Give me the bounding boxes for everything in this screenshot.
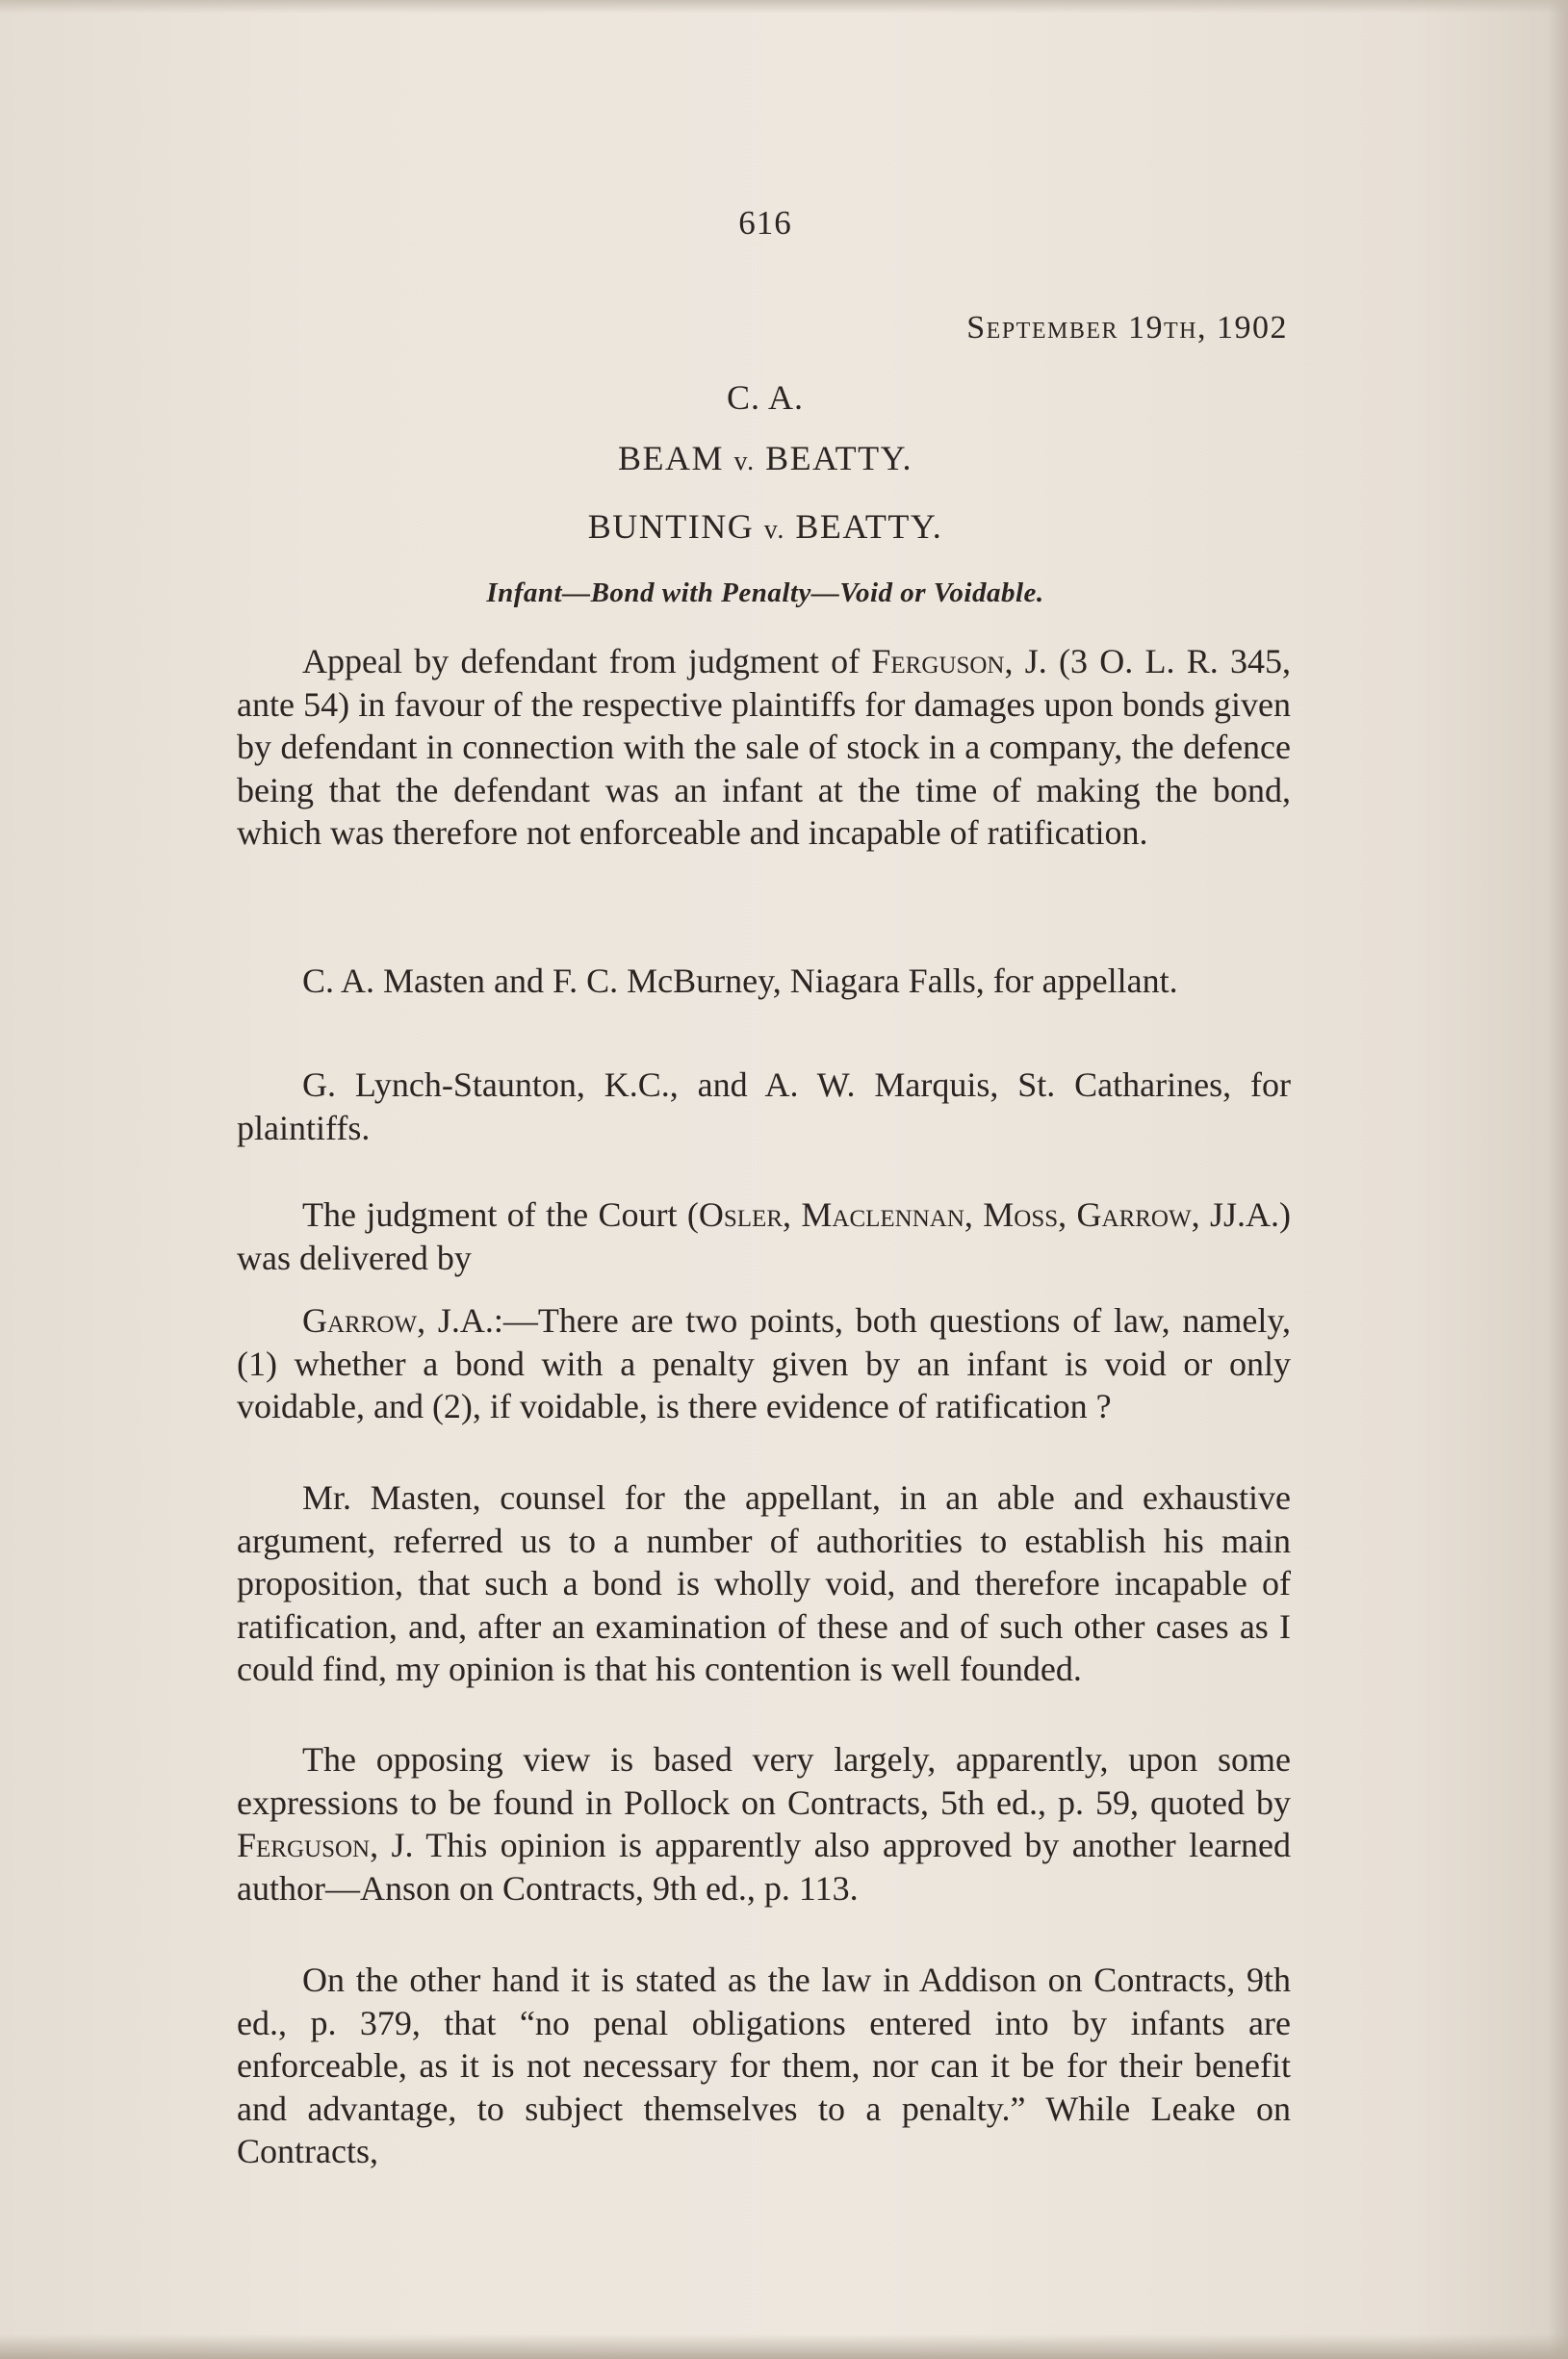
paragraph-plaintiff-counsel [237,1064,1291,1149]
paragraph-judgment-of-court [237,1193,1291,1279]
p6-text: Mr. Masten, counsel for the appellant, in an able and exhaustive argument, referred us to a number of authorities to establish his main proposition, that such a bond is wholly void, and therefore incapable of ratification, and, after an examination of these and of such other cases as I could find, my opinion is that his contention is well founded. [237,1478,1291,1688]
p7-judge: Ferguson [237,1826,371,1864]
case-title-1 [0,438,1530,478]
page-number: 616 [738,204,792,242]
p1-before: Appeal by defendant from judgment of [302,642,872,680]
p3-text: G. Lynch-Staunton, K.C., and A. W. Marquis, St. Catharines, for plaintiffs. [237,1065,1291,1147]
p4-before: The judgment of the Court ( [302,1195,699,1234]
court-designation: C. A. [726,378,805,417]
case-2-defendant: BEATTY. [795,507,943,546]
p7-after: , J. This opinion is apparently also approved by another learned author—Anson on Contracts, 9th ed., p. 113. [237,1826,1291,1908]
p7-before: The opposing view is based very largely, apparently, upon some expressions to be found in Pollock on Contracts, 5th ed., p. 59, quoted by [237,1740,1291,1822]
case-1-plaintiff: BEAM [617,439,724,477]
paragraph-addison [237,1959,1291,2173]
paragraph-opposing-view [237,1738,1291,1910]
paragraph-garrow-opening [237,1299,1291,1428]
p8-text: On the other hand it is stated as the law in Addison on Contracts, 9th ed., p. 379, that “no penal obligations entered into by infants are enforceable, as it is not necessary for them, nor can it be for their benefit and advantage, to subject themselves to a penalty.” While Leake on Contracts, [237,1961,1291,2170]
page-bottom-shadow [0,2334,1568,2359]
page-top-shadow [0,0,1568,13]
p4-judges: Osler, Maclennan, Moss, Garrow [698,1195,1192,1234]
p4-after: , JJ.A.) was delivered by [237,1195,1291,1277]
paragraph-appeal [237,640,1291,855]
decision-date: September 19th, 1902 [966,310,1288,346]
p2-text: C. A. Masten and F. C. McBurney, Niagara Falls, for appellant. [302,962,1178,1000]
case-2-plaintiff: BUNTING [587,507,755,546]
case-1-versus: v. [733,447,756,476]
case-1-defendant: BEATTY. [765,439,913,477]
case-2-versus: v. [763,515,785,545]
case-title-2 [0,506,1530,547]
paragraph-appellant-counsel [237,960,1291,1003]
headnote: Infant—Bond with Penalty—Void or Voidable. [486,577,1044,608]
p5-after: , J.A.:—There are two points, both questions of law, namely, (1) whether a bond with a penalty given by an infant is void or only voidable, and (2), if voidable, is there evidence of ratification ? [237,1301,1291,1425]
page-right-shadow [1548,0,1568,2359]
p1-after: , J. (3 O. L. R. 345, ante 54) in favour of the respective plaintiffs for damages upon bonds given by defendant in connection with the sale of stock in a company, the defence being that the defendant was an infant at the time of making the bond, which was therefore not enforceable and incapable of ratification. [237,642,1291,852]
p5-speaker: Garrow [302,1301,418,1340]
paragraph-masten-argument [237,1476,1291,1691]
p1-judge: Ferguson [871,642,1005,680]
